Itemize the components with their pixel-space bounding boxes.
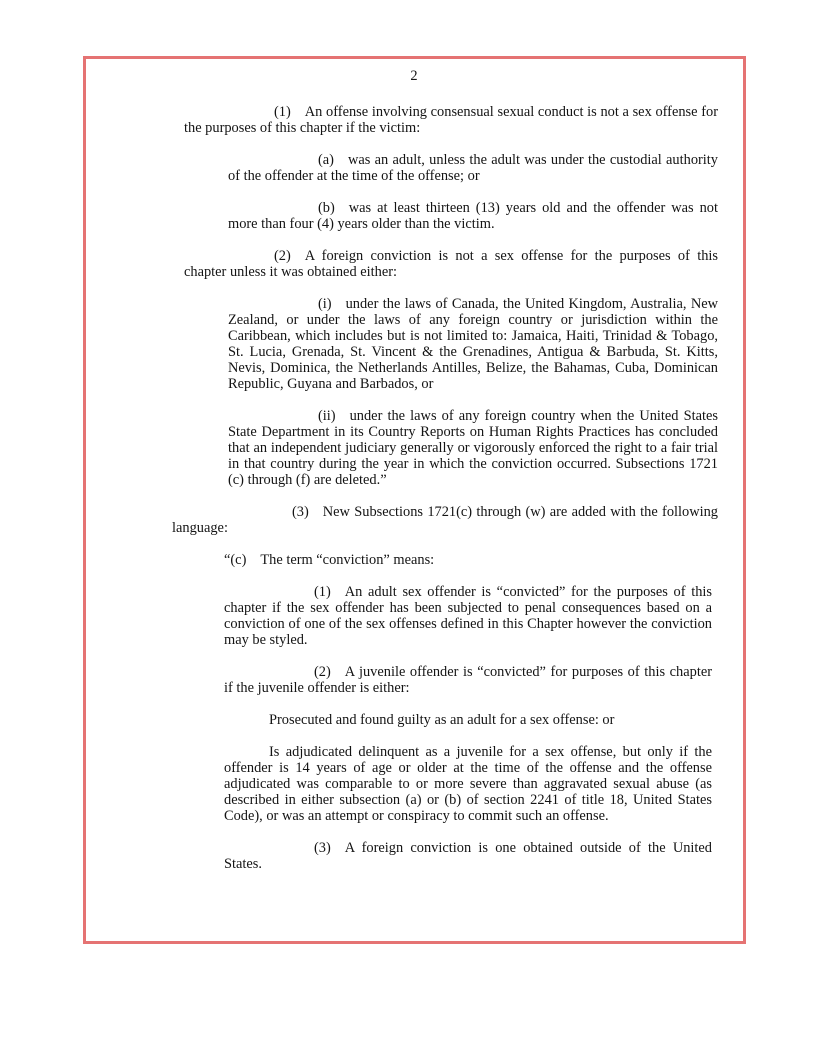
paragraph-2i xyxy=(80,296,748,392)
paragraph-3-text: New Subsections 1721(c) through (w) are added with the following language: xyxy=(172,504,718,536)
definition-c3-text: A foreign conviction is one obtained outside of the United States. xyxy=(224,840,712,872)
definition-c3-label: (3) xyxy=(314,840,331,856)
definition-c2-option-a-text: Prosecuted and found guilty as an adult for a sex offense: or xyxy=(269,712,615,728)
definition-c2-option-a xyxy=(80,712,748,728)
paragraph-1-label: (1) xyxy=(274,104,291,120)
page-number: 2 xyxy=(410,68,418,84)
definition-c2-option-b xyxy=(80,744,748,824)
paragraph-2i-text: under the laws of Canada, the United Kingdom, Australia, New Zealand, or under the laws of any foreign country or jurisdiction within the Caribbean, which includes but is not limited to: Jamaica, Haiti, Trinidad & Tobago, St. Lucia, Grenada, St. Vincent & the Grenadines, Antigua & Barbuda, St. Kitts, Nevis, Dominica, the Netherlands Antilles, Belize, the Bahamas, Cuba, Dominican Republic, Guyana and Barbados, or xyxy=(228,296,718,392)
paragraph-1a xyxy=(80,152,748,184)
document-body xyxy=(80,58,748,872)
paragraph-2i-label: (i) xyxy=(318,296,332,312)
paragraph-1 xyxy=(80,104,748,136)
paragraph-3-label: (3) xyxy=(292,504,309,520)
paragraph-1b-text: was at least thirteen (13) years old and the offender was not more than four (4) years older than the victim. xyxy=(228,200,718,232)
paragraph-1b xyxy=(80,200,748,232)
paragraph-3 xyxy=(80,504,748,536)
paragraph-2 xyxy=(80,248,748,280)
paragraph-2-text: A foreign conviction is not a sex offense for the purposes of this chapter unless it was obtained either: xyxy=(184,248,718,280)
definition-c2-label: (2) xyxy=(314,664,331,680)
definition-c2-option-b-text: Is adjudicated delinquent as a juvenile for a sex offense, but only if the offender is 14 years of age or older at the time of the offense and the offense adjudicated was comparable to or more severe than aggravated sexual abuse (as described in either subsection (a) or (b) of section 2241 of title 18, United States Code), or was an attempt or conspiracy to commit such an offense. xyxy=(224,744,712,824)
definition-c3 xyxy=(80,840,748,872)
paragraph-1b-label: (b) xyxy=(318,200,335,216)
paragraph-1a-label: (a) xyxy=(318,152,334,168)
paragraph-2ii-text: under the laws of any foreign country when the United States State Department in its Country Reports on Human Rights Practices has concluded that an independent judiciary generally or vigorously enforced the right to a fair trial in that country during the year in which the conviction occurred. Subsections 1721 (c) through (f) are deleted.” xyxy=(228,408,718,488)
definition-c1 xyxy=(80,584,748,648)
paragraph-1a-text: was an adult, unless the adult was under the custodial authority of the offender at the time of the offense; or xyxy=(228,152,718,184)
paragraph-2ii-label: (ii) xyxy=(318,408,336,424)
definition-c xyxy=(80,552,748,568)
definition-c1-text: An adult sex offender is “convicted” for the purposes of this chapter if the sex offender has been subjected to penal consequences based on a conviction of one of the sex offenses defined in this Chapter however the conviction may be styled. xyxy=(224,584,712,648)
definition-c-text: The term “conviction” means: xyxy=(260,552,435,568)
definition-c2 xyxy=(80,664,748,696)
paragraph-2ii xyxy=(80,408,748,488)
definition-c-label: “(c) xyxy=(224,552,247,568)
paragraph-1-text: An offense involving consensual sexual conduct is not a sex offense for the purposes of this chapter if the victim: xyxy=(184,104,718,136)
definition-c2-text: A juvenile offender is “convicted” for purposes of this chapter if the juvenile offender is either: xyxy=(224,664,712,696)
paragraph-2-label: (2) xyxy=(274,248,291,264)
definition-c1-label: (1) xyxy=(314,584,331,600)
